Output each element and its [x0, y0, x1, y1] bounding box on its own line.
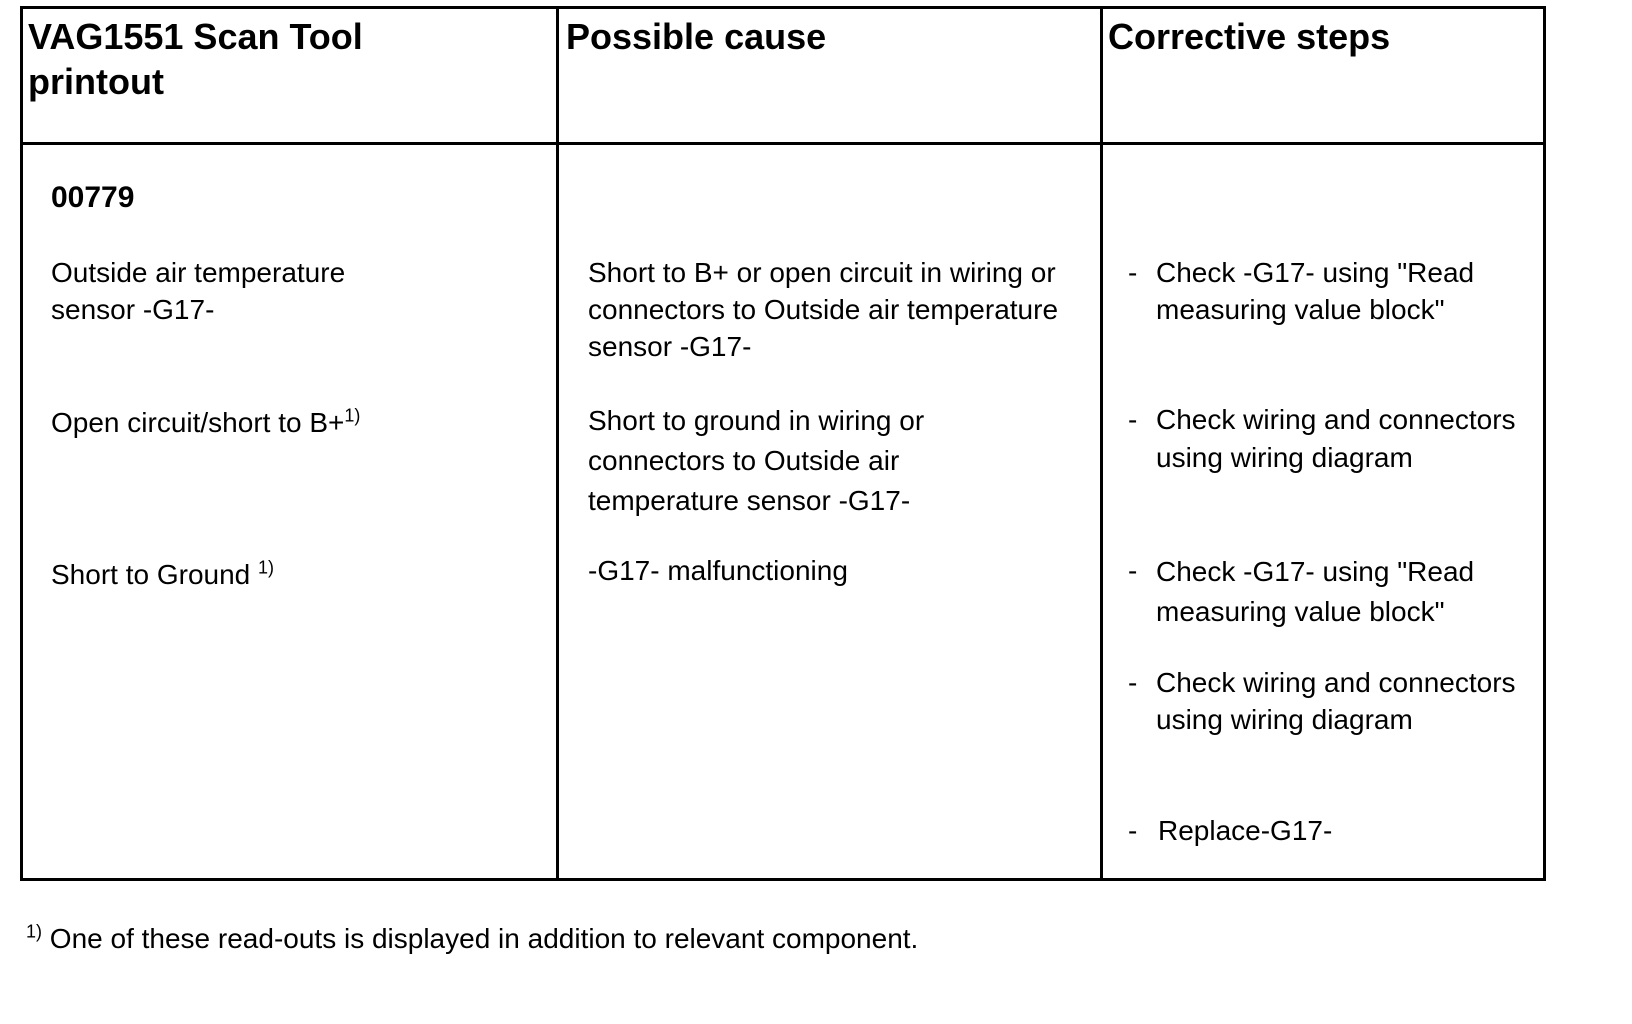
possible-cause-2: Short to ground in wiring or connectors to Outside air temperature sensor -G17-: [588, 405, 925, 516]
column-divider-2: [1100, 9, 1103, 878]
corrective-step-2: [1128, 401, 1548, 521]
footnote-marker: 1): [344, 405, 361, 426]
footnote: [26, 920, 918, 957]
corrective-step-3-text: Check -G17- using "Read measuring value block": [1156, 556, 1475, 627]
corrective-step-1: [1128, 254, 1548, 334]
corrective-step-4: [1128, 664, 1548, 784]
header-divider: [23, 142, 1543, 145]
footnote-text: One of these read-outs is displayed in addition to relevant component.: [42, 923, 919, 954]
fault-short-to-ground-text: Short to Ground: [51, 559, 259, 590]
possible-cause-3: -G17- malfunctioning: [588, 555, 848, 586]
footnote-marker: 1): [258, 557, 275, 578]
step-dash: -: [1128, 815, 1138, 846]
fault-short-to-ground: [51, 556, 274, 593]
step-dash: -: [1128, 555, 1138, 586]
fault-open-circuit-text: Open circuit/short to B+: [51, 407, 345, 438]
header-scan-tool-printout: VAG1551 Scan Tool printout: [28, 16, 363, 102]
fault-table: [20, 6, 1546, 881]
step-dash: -: [1128, 257, 1138, 288]
footnote-marker: 1): [26, 921, 43, 942]
column-divider-1: [556, 9, 559, 878]
possible-cause-1: Short to B+ or open circuit in wiring or connectors to Outside air temperature sensor -G17-: [588, 257, 1059, 362]
step-dash: -: [1128, 404, 1138, 435]
fault-open-circuit: [51, 404, 360, 441]
corrective-step-4-text: Check wiring and connectors using wiring diagram: [1156, 667, 1516, 735]
corrective-step-1-text: Check -G17- using "Read measuring value block": [1156, 257, 1475, 325]
step-dash: -: [1128, 667, 1138, 698]
header-possible-cause: Possible cause: [566, 16, 827, 57]
corrective-step-5-text: Replace-G17-: [1158, 815, 1333, 846]
component-name: Outside air temperature sensor -G17-: [51, 257, 346, 325]
header-corrective-steps: Corrective steps: [1108, 16, 1391, 57]
corrective-step-5: [1128, 812, 1548, 852]
corrective-step-3: [1128, 552, 1548, 632]
corrective-step-2-text: Check wiring and connectors using wiring diagram: [1156, 404, 1516, 473]
fault-code: 00779: [51, 181, 135, 214]
